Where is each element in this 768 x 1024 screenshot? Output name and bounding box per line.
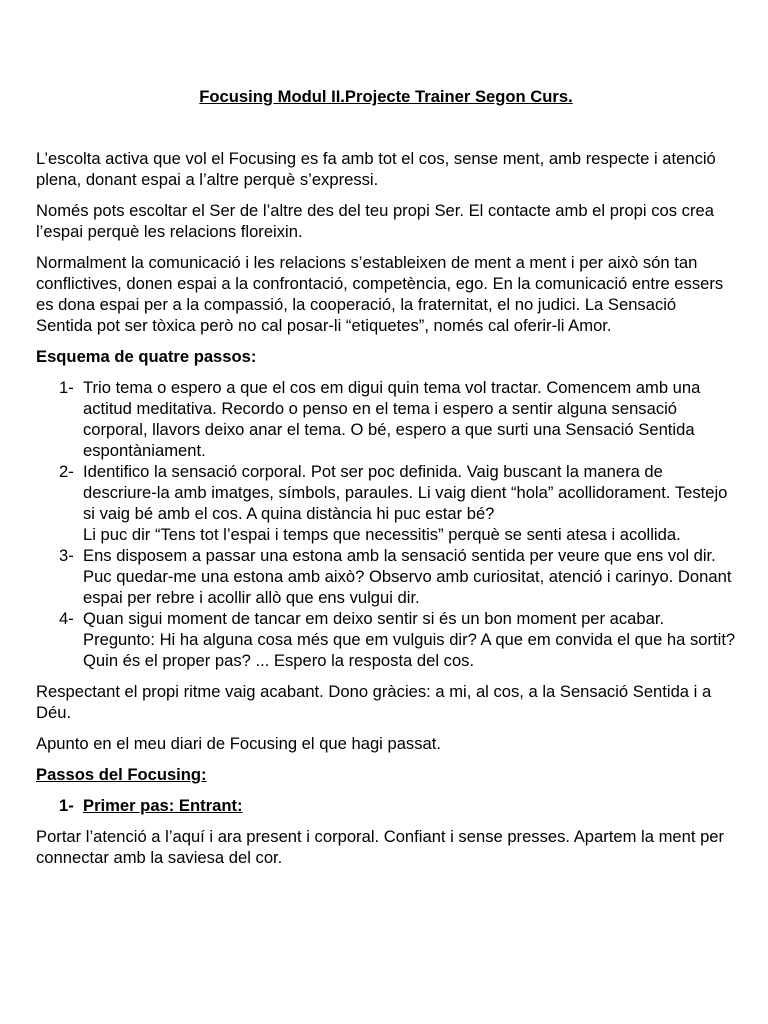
list-number: 1- (59, 796, 74, 815)
list-item-step-4 (36, 608, 736, 671)
schema-heading: Esquema de quatre passos: (36, 347, 257, 366)
list-item-text: Quan sigui moment de tancar em deixo sentir si és un bon moment per acabar. Pregunto: Hi ha alguna cosa més que em vulguis dir? A que em convida el que ha sortit? Quin és el proper pas? ... Espero la resposta del cos. (83, 609, 736, 670)
intro-paragraph-1: L’escolta activa que vol el Focusing es fa amb tot el cos, sense ment, amb respecte i atenció plena, donant espai a l’altre perquè s’expressi. (36, 149, 716, 189)
list-number: 4- (59, 609, 74, 628)
list-number: 1- (59, 378, 74, 397)
list-number: 2- (59, 462, 74, 481)
list-item-primer-pas (36, 795, 736, 816)
list-number: 3- (59, 546, 74, 565)
closing-paragraph-1: Respectant el propi ritme vaig acabant. Dono gràcies: a mi, al cos, a la Sensació Sentida i a Déu. (36, 682, 712, 722)
list-item-step-2 (36, 461, 736, 545)
list-item-text-continued: Li puc dir “Tens tot l’espai i temps que necessitis” perquè se senti atesa i acollida. (83, 525, 681, 544)
closing-paragraph-2: Apunto en el meu diari de Focusing el que hagi passat. (36, 734, 441, 753)
four-steps-list (36, 377, 736, 671)
list-item-text: Trio tema o espero a que el cos em digui quin tema vol tractar. Comencem amb una actitud meditativa. Recordo o penso en el tema i espero a sentir alguna sensació corporal, llavors deixo anar el tema. O bé, espero a que surti una Sensació Sentida espontàniament. (83, 378, 701, 460)
document-page (36, 86, 736, 878)
passos-list (36, 795, 736, 816)
passos-heading: Passos del Focusing: (36, 765, 207, 784)
primer-pas-label: Primer pas: Entrant: (83, 796, 243, 815)
intro-paragraph-3: Normalment la comunicació i les relacions s’estableixen de ment a ment i per això són tan conflictives, donen espai a la confrontació, competència, ego. En la comunicació entre essers es dona espai per a la compassió, la cooperació, la fraternitat, el no judici. La Sensació Sentida pot ser tòxica però no cal posar-li “etiquetes”, només cal oferir-li Amor. (36, 253, 724, 335)
list-item-step-3 (36, 545, 736, 608)
list-item-text: Identifico la sensació corporal. Pot ser poc definida. Vaig buscant la manera de descriure-la amb imatges, símbols, paraules. Li vaig dient “hola” acollidorament. Testejo si vaig bé amb el cos. A quina distància hi puc estar bé? (83, 462, 728, 523)
document-title: Focusing Modul II.Projecte Trainer Segon Curs. (199, 87, 573, 106)
list-item-text: Ens disposem a passar una estona amb la sensació sentida per veure que ens vol dir. Puc quedar-me una estona amb això? Observo amb curiositat, atenció i carinyo. Donant espai per rebre i acollir allò que ens vulgui dir. (83, 546, 732, 607)
list-item-step-1 (36, 377, 736, 461)
final-paragraph: Portar l’atenció a l’aquí i ara present i corporal. Confiant i sense presses. Apartem la ment per connectar amb la saviesa del cor. (36, 827, 725, 867)
intro-paragraph-2: Només pots escoltar el Ser de l’altre des del teu propi Ser. El contacte amb el propi cos crea l’espai perquè les relacions floreixin. (36, 201, 714, 241)
